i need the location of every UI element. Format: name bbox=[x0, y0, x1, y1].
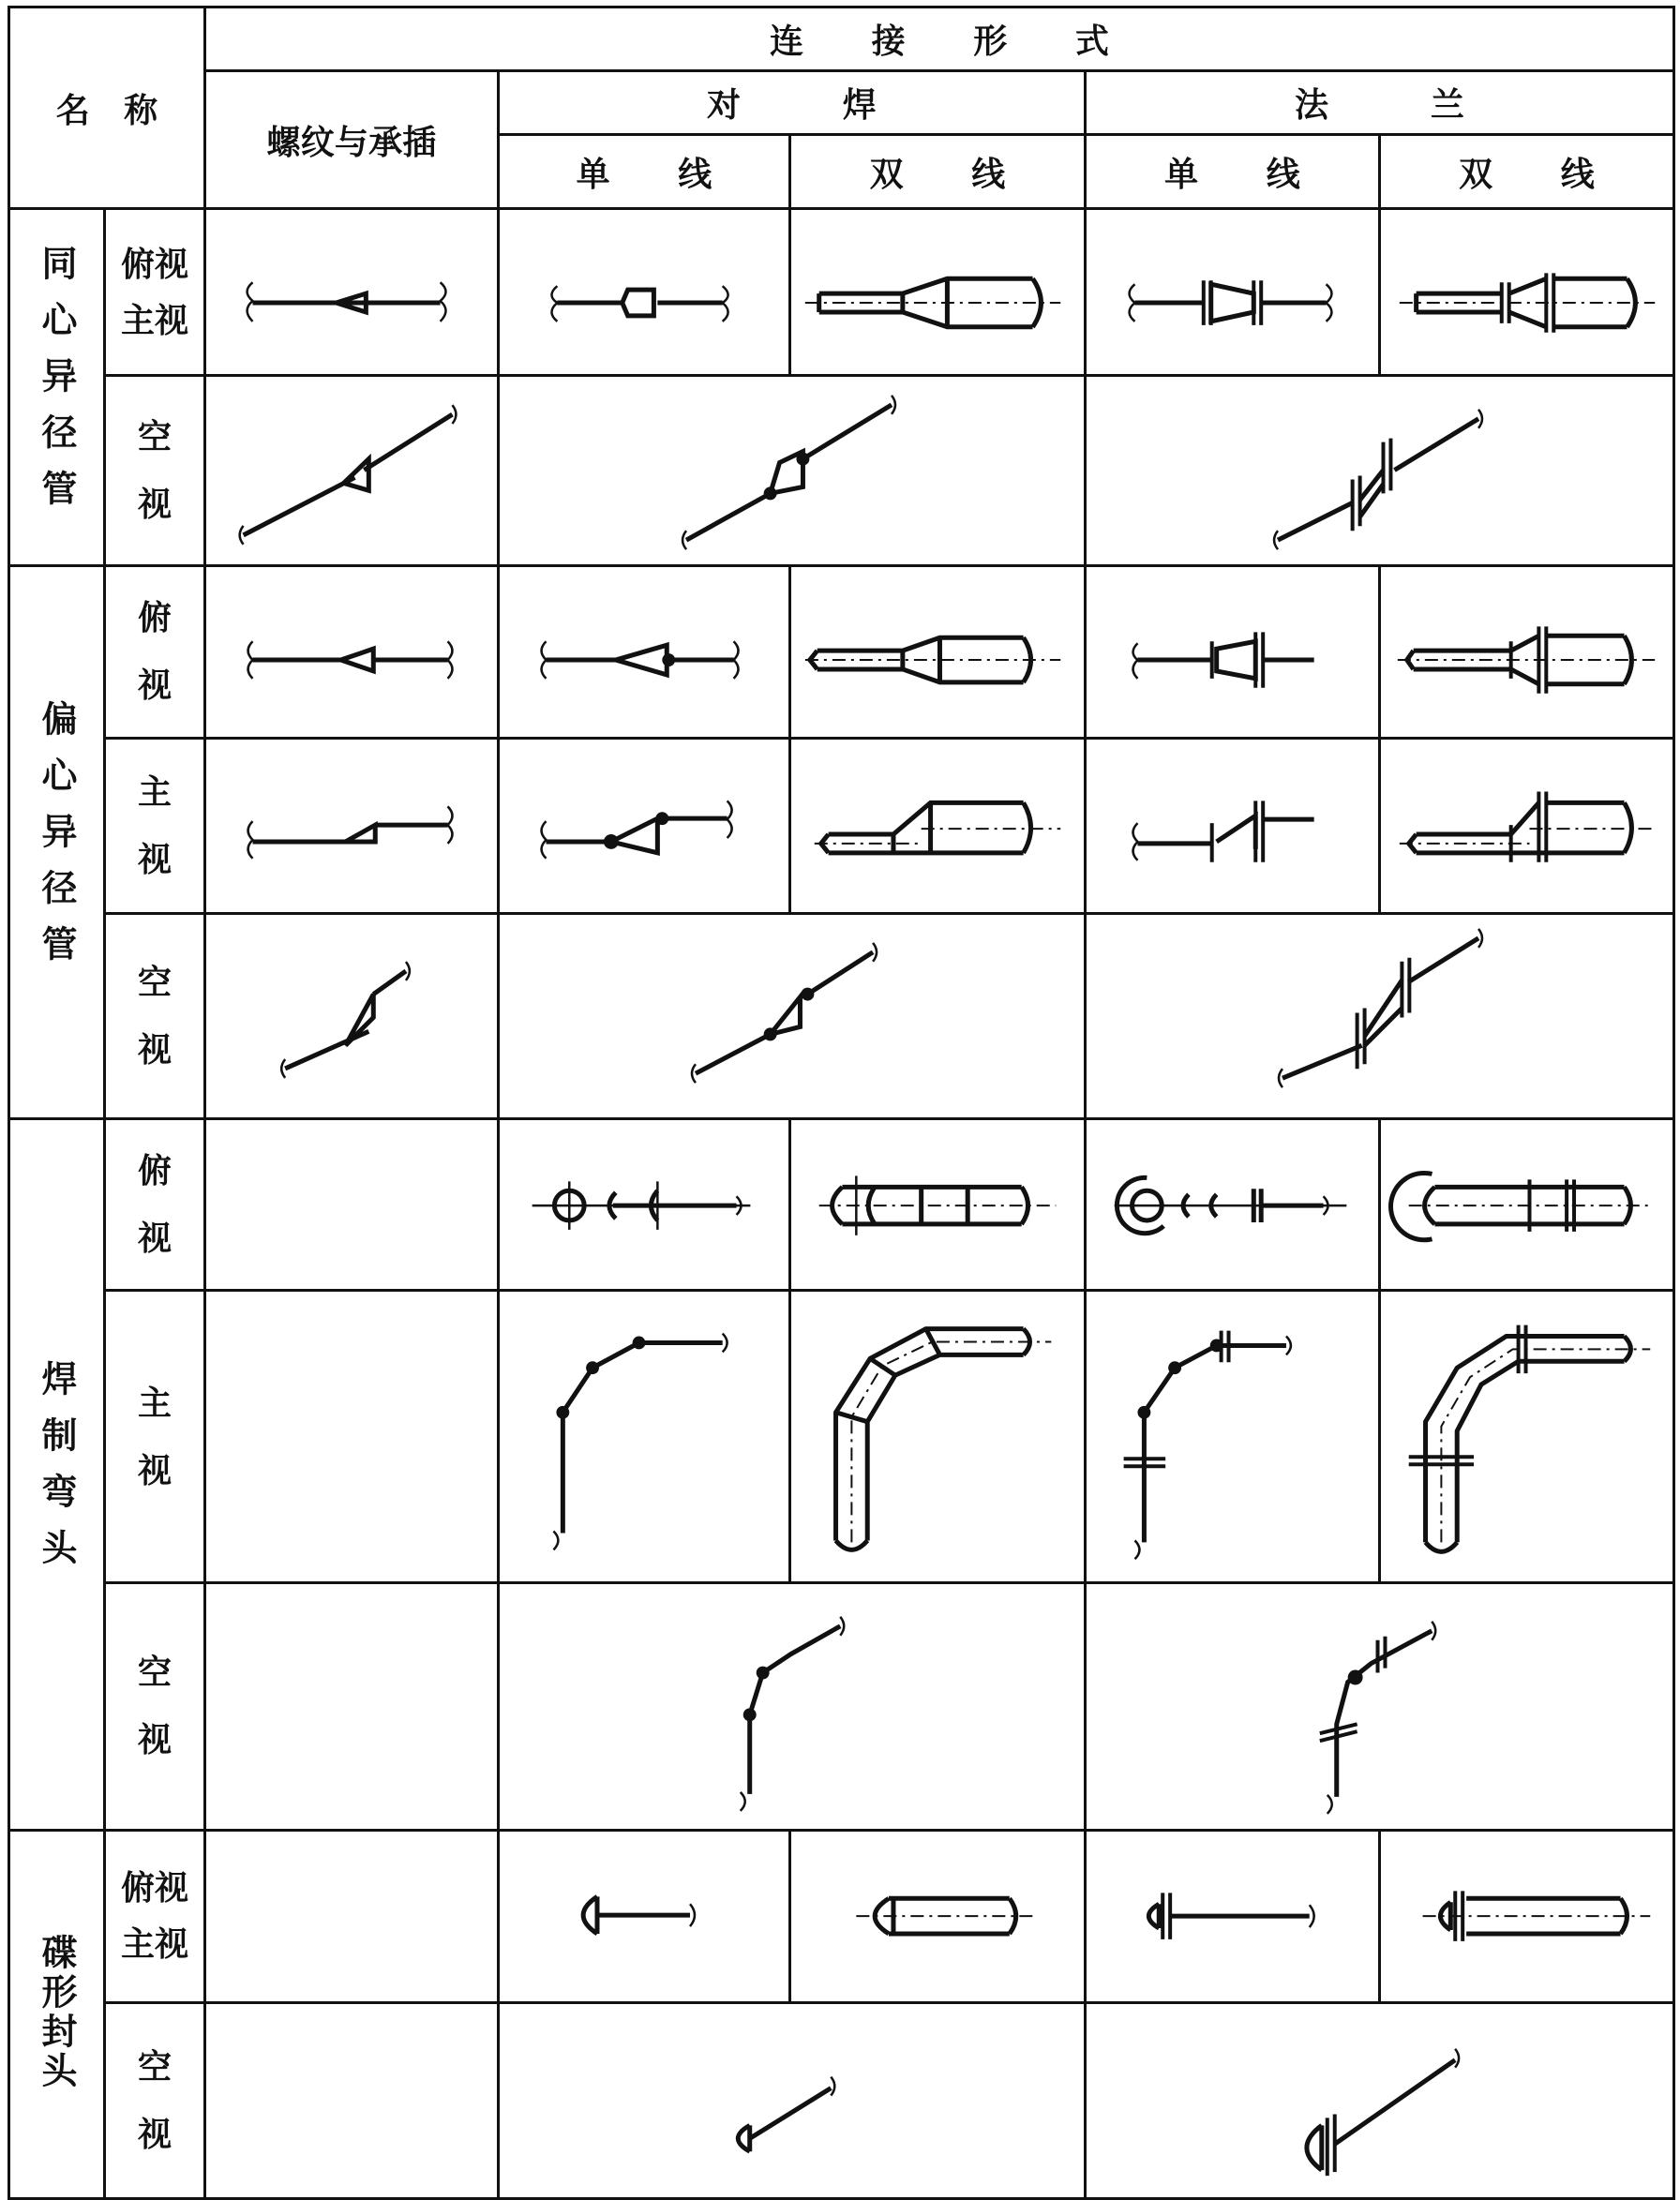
symbol-head-thread-axon-empty bbox=[205, 2003, 499, 2199]
symbol-elbow-flange-single-top bbox=[1086, 1118, 1380, 1290]
symbol-concentric-flange-single bbox=[1086, 209, 1380, 376]
symbol-elbow-flange-single-front bbox=[1086, 1291, 1380, 1583]
concentric-reducer-flange-double-line-symbol bbox=[1381, 210, 1672, 374]
concentric-reducer-butt-weld-single-line-symbol bbox=[500, 210, 788, 374]
dished-head-flange-axonometric-symbol bbox=[1087, 2004, 1672, 2197]
welded-elbow-flange-double-top-symbol bbox=[1381, 1120, 1672, 1289]
header-butt-weld: 对 焊 bbox=[499, 71, 1086, 135]
symbol-elbow-flange-double-top bbox=[1380, 1118, 1674, 1290]
view-label-axonometric: 空 视 bbox=[105, 2003, 205, 2199]
symbol-elbow-flange-double-front bbox=[1380, 1291, 1674, 1583]
view-label-top-front: 俯视 主视 bbox=[105, 1830, 205, 2002]
view-label-top: 俯 视 bbox=[105, 1118, 205, 1290]
symbol-eccentric-flange-axon bbox=[1086, 913, 1674, 1118]
eccentric-reducer-thread-axonometric-symbol bbox=[206, 915, 497, 1117]
symbol-eccentric-butt-double-front bbox=[790, 738, 1086, 913]
view-label-front: 主 视 bbox=[105, 1291, 205, 1583]
symbol-elbow-butt-single-front bbox=[499, 1291, 790, 1583]
symbol-eccentric-flange-single-top bbox=[1086, 566, 1380, 738]
header-name: 名 称 bbox=[9, 7, 205, 209]
symbol-elbow-butt-single-top bbox=[499, 1118, 790, 1290]
eccentric-reducer-butt-single-top-symbol bbox=[500, 567, 788, 736]
welded-elbow-flange-single-top-symbol bbox=[1087, 1120, 1378, 1289]
concentric-reducer-butt-weld-axonometric-symbol bbox=[500, 377, 1084, 564]
view-label-top-front: 俯视 主视 bbox=[105, 209, 205, 376]
row-name-concentric-reducer: 同心异径管 bbox=[9, 209, 105, 566]
concentric-reducer-thread-axonometric-symbol bbox=[206, 377, 497, 564]
symbol-eccentric-thread-top bbox=[205, 566, 499, 738]
symbol-eccentric-butt-single-top bbox=[499, 566, 790, 738]
symbol-elbow-flange-axon bbox=[1086, 1583, 1674, 1831]
welded-elbow-flange-axonometric-symbol bbox=[1087, 1584, 1672, 1829]
symbol-concentric-butt-double bbox=[790, 209, 1086, 376]
eccentric-reducer-butt-weld-axonometric-symbol bbox=[500, 915, 1084, 1117]
symbol-concentric-thread-axon bbox=[205, 376, 499, 566]
concentric-reducer-flange-single-line-symbol bbox=[1087, 210, 1378, 374]
symbol-elbow-butt-double-front bbox=[790, 1291, 1086, 1583]
dished-head-butt-weld-axonometric-symbol bbox=[500, 2004, 1084, 2197]
header-flange: 法 兰 bbox=[1086, 71, 1674, 135]
header-flange-double-line: 双 线 bbox=[1380, 135, 1674, 209]
eccentric-reducer-flange-double-top-symbol bbox=[1381, 567, 1672, 736]
eccentric-reducer-flange-axonometric-symbol bbox=[1087, 915, 1672, 1117]
welded-elbow-flange-single-front-symbol bbox=[1087, 1292, 1378, 1581]
row-name-welded-elbow: 焊制弯头 bbox=[9, 1118, 105, 1830]
symbol-concentric-flange-axon bbox=[1086, 376, 1674, 566]
concentric-reducer-thread-symbol bbox=[206, 210, 497, 374]
symbol-head-butt-single bbox=[499, 1830, 790, 2002]
symbol-elbow-thread-top-empty bbox=[205, 1118, 499, 1290]
view-label-axonometric: 空 视 bbox=[105, 1583, 205, 1831]
view-label-top: 俯 视 bbox=[105, 566, 205, 738]
dished-head-flange-double-symbol bbox=[1381, 1832, 1672, 2001]
symbol-eccentric-flange-single-front bbox=[1086, 738, 1380, 913]
symbol-eccentric-flange-double-top bbox=[1380, 566, 1674, 738]
symbol-eccentric-butt-axon bbox=[499, 913, 1086, 1118]
pipe-fitting-symbol-table bbox=[8, 6, 1675, 2200]
welded-elbow-butt-double-top-symbol bbox=[791, 1120, 1084, 1289]
symbol-head-flange-single bbox=[1086, 1830, 1380, 2002]
dished-head-flange-single-symbol bbox=[1087, 1832, 1378, 2001]
symbol-head-thread-empty bbox=[205, 1830, 499, 2002]
view-label-axonometric: 空 视 bbox=[105, 913, 205, 1118]
symbol-elbow-thread-axon-empty bbox=[205, 1583, 499, 1831]
symbol-head-butt-double bbox=[790, 1830, 1086, 2002]
symbol-eccentric-thread-axon bbox=[205, 913, 499, 1118]
symbol-head-flange-axon bbox=[1086, 2003, 1674, 2199]
welded-elbow-butt-single-front-symbol bbox=[500, 1292, 788, 1581]
header-connection-type: 连 接 形 式 bbox=[205, 7, 1674, 71]
symbol-concentric-thread bbox=[205, 209, 499, 376]
welded-elbow-flange-double-front-symbol bbox=[1381, 1292, 1672, 1581]
symbol-concentric-butt-axon bbox=[499, 376, 1086, 566]
eccentric-reducer-thread-front-symbol bbox=[206, 740, 497, 912]
view-label-front: 主 视 bbox=[105, 738, 205, 913]
view-label-axonometric: 空 视 bbox=[105, 376, 205, 566]
header-flange-single-line: 单 线 bbox=[1086, 135, 1380, 209]
header-thread-socket: 螺纹与承插 bbox=[205, 71, 499, 209]
symbol-elbow-butt-axon bbox=[499, 1583, 1086, 1831]
symbol-elbow-thread-front-empty bbox=[205, 1291, 499, 1583]
dished-head-butt-single-symbol bbox=[500, 1832, 788, 2001]
eccentric-reducer-flange-single-top-symbol bbox=[1087, 567, 1378, 736]
symbol-head-butt-axon bbox=[499, 2003, 1086, 2199]
eccentric-reducer-flange-double-front-symbol bbox=[1381, 740, 1672, 912]
eccentric-reducer-thread-top-symbol bbox=[206, 567, 497, 736]
welded-elbow-butt-single-top-symbol bbox=[500, 1120, 788, 1289]
symbol-eccentric-butt-double-top bbox=[790, 566, 1086, 738]
dished-head-butt-double-symbol bbox=[791, 1832, 1084, 2001]
welded-elbow-butt-double-front-symbol bbox=[791, 1292, 1084, 1581]
symbol-head-flange-double bbox=[1380, 1830, 1674, 2002]
eccentric-reducer-butt-single-front-symbol bbox=[500, 740, 788, 912]
symbol-eccentric-flange-double-front bbox=[1380, 738, 1674, 913]
header-butt-weld-double-line: 双 线 bbox=[790, 135, 1086, 209]
concentric-reducer-butt-weld-double-line-symbol bbox=[791, 210, 1084, 374]
symbol-elbow-butt-double-top bbox=[790, 1118, 1086, 1290]
symbol-eccentric-thread-front bbox=[205, 738, 499, 913]
eccentric-reducer-butt-double-top-symbol bbox=[791, 567, 1084, 736]
symbol-concentric-flange-double bbox=[1380, 209, 1674, 376]
eccentric-reducer-butt-double-front-symbol bbox=[791, 740, 1084, 912]
eccentric-reducer-flange-single-front-symbol bbox=[1087, 740, 1378, 912]
row-name-eccentric-reducer: 偏心异径管 bbox=[9, 566, 105, 1118]
concentric-reducer-flange-axonometric-symbol bbox=[1087, 377, 1672, 564]
symbol-eccentric-butt-single-front bbox=[499, 738, 790, 913]
welded-elbow-butt-weld-axonometric-symbol bbox=[500, 1584, 1084, 1829]
header-butt-weld-single-line: 单 线 bbox=[499, 135, 790, 209]
symbol-concentric-butt-single bbox=[499, 209, 790, 376]
row-name-dished-head: 碟形封头 bbox=[9, 1830, 105, 2198]
